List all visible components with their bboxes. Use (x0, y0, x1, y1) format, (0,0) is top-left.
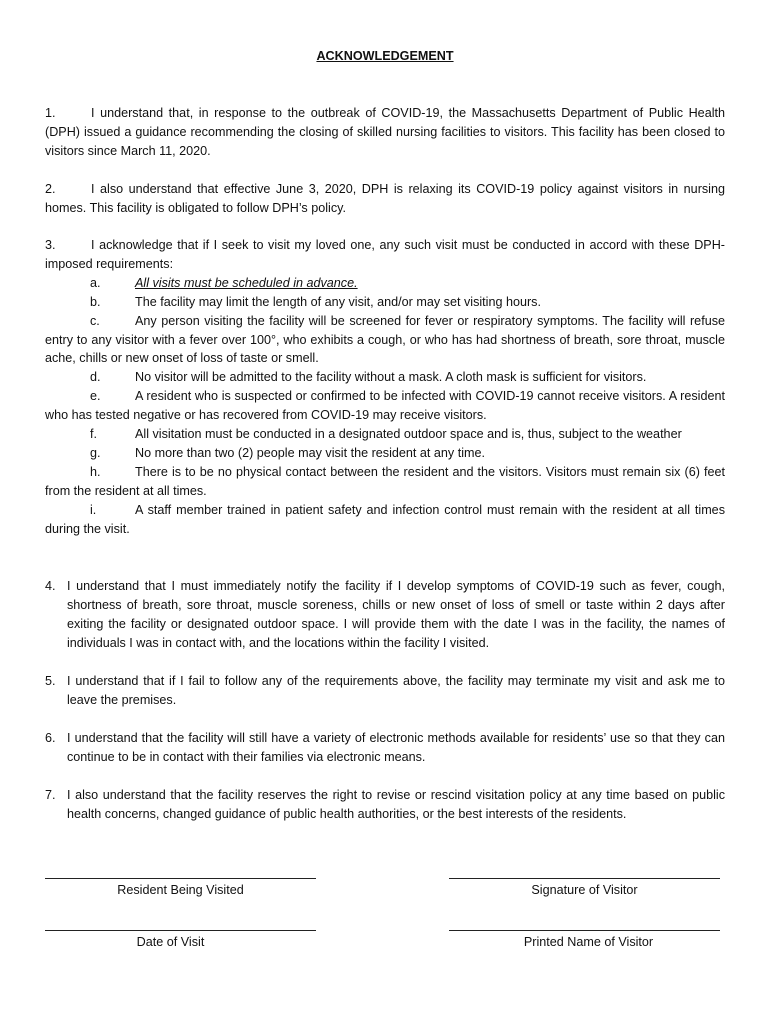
paragraph-7-number: 7. (45, 788, 56, 802)
requirement-text: All visits must be scheduled in advance. (135, 275, 358, 290)
requirement-letter: g. (90, 445, 101, 460)
requirement-text: The facility may limit the length of any visit, and/or may set visiting hours. (135, 294, 541, 309)
requirement-item-a (45, 274, 725, 293)
requirement-letter: d. (90, 370, 101, 385)
requirement-letter: e. (90, 389, 101, 404)
paragraph-4-number: 4. (45, 579, 56, 593)
paragraph-5-text: I understand that if I fail to follow any of the requirements above, the facility may terminate my visit and ask me to leave the premises. (67, 674, 725, 707)
requirement-item-h (45, 463, 725, 501)
requirement-text: A staff member trained in patient safety and infection control must remain with the resident at all times during the visit. (45, 502, 725, 536)
paragraph-4-text: I understand that I must immediately notify the facility if I develop symptoms of COVID-19 such as fever, cough, shortness of breath, sore throat, muscle soreness, chills or new onset of loss of smell or taste within 2 days after exiting the facility or designated outdoor space. I will provide them with the date I was in the facility, the names of individuals I was in contact with, and the locations within the facility I visited. (67, 579, 725, 650)
paragraph-2-text: I also understand that effective June 3, 2020, DPH is relaxing its COVID-19 policy against visitors in nursing homes. This facility is obligated to follow DPH’s policy. (45, 182, 725, 215)
paragraph-3-number: 3. (45, 238, 56, 252)
requirement-text: Any person visiting the facility will be screened for fever or respiratory symptoms. The facility will refuse entry to any visitor with a fever over 100°, who exhibits a cough, or who has had shortness of breath, sore throat, muscle ache, chills or new onset of loss of taste or smell. (45, 313, 725, 366)
requirement-text: No more than two (2) people may visit the resident at any time. (135, 445, 485, 460)
requirement-letter: a. (90, 275, 101, 290)
requirement-text: A resident who is suspected or confirmed to be infected with COVID-19 cannot receive visitors. A resident who has tested negative or has recovered from COVID-19 may receive visitors. (45, 389, 725, 423)
requirement-letter: c. (90, 313, 100, 328)
paragraph-6-number: 6. (45, 731, 56, 745)
paragraph-2-number: 2. (45, 182, 56, 196)
paragraph-7-text: I also understand that the facility reserves the right to revise or rescind visitation policy at any time based on public health concerns, changed guidance of public health authorities, or the best interests of the residents. (67, 788, 725, 821)
resident-being-visited-label: Resident Being Visited (117, 883, 244, 897)
requirement-item-e (45, 387, 725, 425)
paragraph-2 (45, 180, 725, 218)
requirement-item-i (45, 501, 725, 539)
paragraph-6-text: I understand that the facility will still have a variety of electronic methods available for residents’ use so that they can continue to be in contact with their families via electronic means. (67, 731, 725, 764)
date-of-visit-label: Date of Visit (136, 935, 205, 949)
paragraph-7 (45, 786, 725, 824)
requirement-text: No visitor will be admitted to the facility without a mask. A cloth mask is sufficient for visitors. (135, 370, 647, 385)
paragraph-1 (45, 104, 725, 161)
visitor-signature-line[interactable] (449, 878, 720, 879)
resident-signature-line[interactable] (45, 878, 316, 879)
requirement-letter: i. (90, 502, 97, 517)
requirement-item-c (45, 312, 725, 369)
requirement-item-g (45, 444, 725, 463)
paragraph-5 (45, 672, 725, 710)
requirement-item-f (45, 425, 725, 444)
requirement-item-d (45, 368, 725, 387)
requirement-item-b (45, 293, 725, 312)
paragraph-6 (45, 729, 725, 767)
paragraph-3-intro (45, 236, 725, 274)
requirement-text: There is to be no physical contact between the resident and the visitors. Visitors must remain six (6) feet from the resident at all times. (45, 464, 725, 498)
paragraph-1-number: 1. (45, 106, 56, 120)
requirement-letter: f. (90, 427, 97, 442)
paragraph-4 (45, 577, 725, 653)
signature-of-visitor-label: Signature of Visitor (531, 883, 638, 897)
date-of-visit-line[interactable] (45, 930, 316, 931)
paragraph-3 (45, 236, 725, 539)
printed-name-line[interactable] (449, 930, 720, 931)
printed-name-of-visitor-label: Printed Name of Visitor (523, 935, 654, 949)
paragraph-5-number: 5. (45, 674, 56, 688)
paragraph-3-text: I acknowledge that if I seek to visit my loved one, any such visit must be conducted in accord with these DPH-imposed requirements: (45, 238, 725, 271)
document-title: ACKNOWLEDGEMENT (316, 49, 454, 63)
paragraph-1-text: I understand that, in response to the outbreak of COVID-19, the Massachusetts Department of Public Health (DPH) issued a guidance recommending the closing of skilled nursing facilities to visitors. This facility has been closed to visitors since March 11, 2020. (45, 106, 725, 158)
requirement-letter: b. (90, 294, 101, 309)
requirement-letter: h. (90, 464, 101, 479)
requirement-text: All visitation must be conducted in a designated outdoor space and is, thus, subject to the weather (135, 427, 682, 442)
